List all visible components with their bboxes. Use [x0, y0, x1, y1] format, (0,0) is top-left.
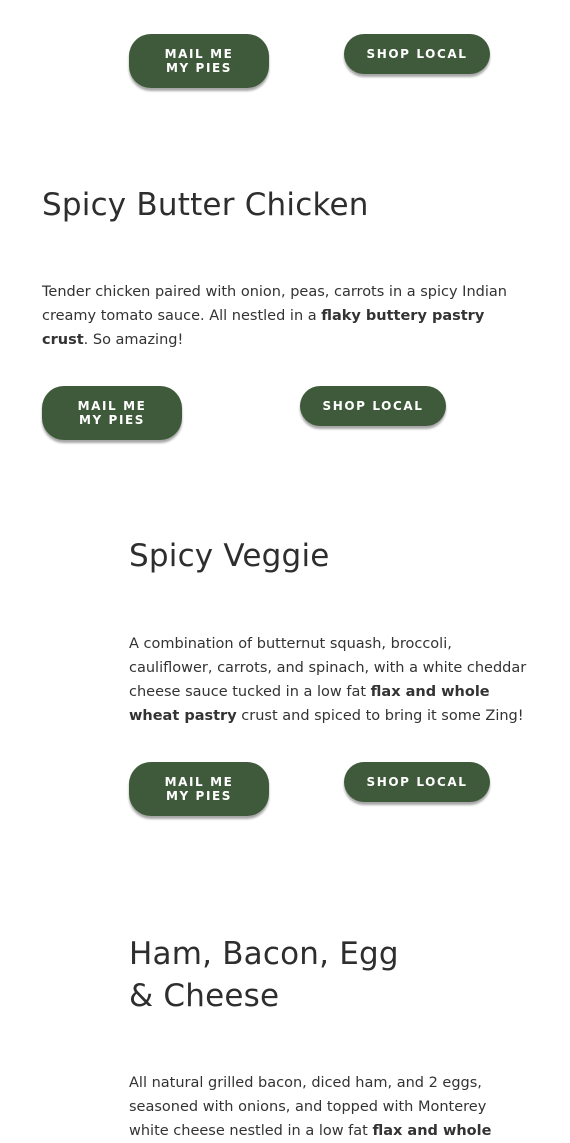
highlight-text: flax and whole wheat pastry [129, 684, 490, 724]
button-label-line-1: MAIL ME [164, 47, 234, 61]
product-description: All natural grilled bacon, diced ham, and 2 eggs, seasoned with onions, and topped with Monterey white cheese nestled in a low fat flax and whole [129, 1075, 492, 1139]
button-label-line-1: MAIL ME [77, 399, 147, 413]
highlight-text: flaky buttery pastry crust [42, 308, 485, 348]
product-title: Spicy Butter Chicken [42, 187, 369, 223]
button-label: SHOP LOCAL [366, 47, 468, 61]
product-description: Tender chicken paired with onion, peas, carrots in a spicy Indian creamy tomato sauce. All nestled in a flaky buttery pastry crust. So amazing! [42, 284, 507, 348]
shop-local-button[interactable] [344, 762, 490, 802]
button-label-line-2: MY PIES [165, 61, 233, 75]
product-title: Spicy Veggie [129, 538, 330, 574]
mail-me-my-pies-button[interactable] [129, 762, 269, 816]
mail-me-my-pies-button[interactable] [42, 386, 182, 440]
product-title: Ham, Bacon, Egg & Cheese [129, 936, 399, 1014]
mail-me-my-pies-button[interactable] [129, 34, 269, 88]
button-label: SHOP LOCAL [322, 399, 424, 413]
button-label: SHOP LOCAL [366, 775, 468, 789]
highlight-text: flax and whole [372, 1123, 492, 1139]
button-label-line-2: MY PIES [165, 789, 233, 803]
button-label-line-1: MAIL ME [164, 775, 234, 789]
button-label-line-2: MY PIES [78, 413, 146, 427]
shop-local-button[interactable] [300, 386, 446, 426]
product-description: A combination of butternut squash, broccoli, cauliflower, carrots, and spinach, with a white cheddar cheese sauce tucked in a low fat flax and whole wheat pastry crust and spiced to bring it some Zing! [129, 636, 527, 724]
shop-local-button[interactable] [344, 34, 490, 74]
